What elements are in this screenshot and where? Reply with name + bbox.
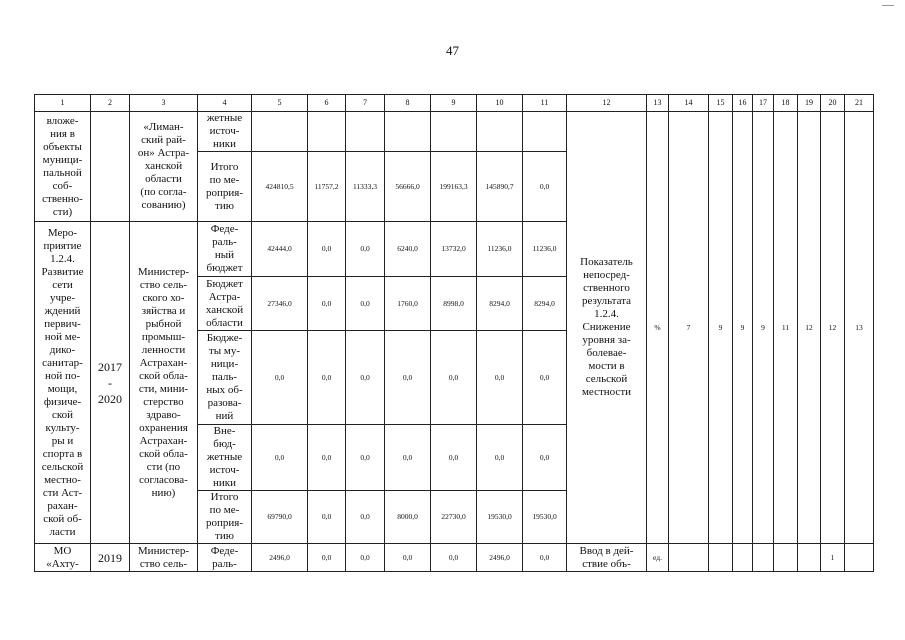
- value-cell: 2496,0: [252, 544, 308, 572]
- column-number-header: 1: [35, 95, 91, 112]
- value-cell: 199163,3: [431, 152, 477, 222]
- column-number-header: 6: [308, 95, 346, 112]
- target-cell: 9: [733, 112, 753, 544]
- value-cell: 0,0: [308, 331, 346, 425]
- column-number-header: 8: [385, 95, 431, 112]
- funding-source-cell: жетные источ- ники: [198, 112, 252, 152]
- value-cell: 0,0: [477, 425, 523, 491]
- column-number-header: 18: [774, 95, 798, 112]
- value-cell: 22730,0: [431, 491, 477, 544]
- funding-source-cell: Вне- бюд- жетные источ- ники: [198, 425, 252, 491]
- value-cell: 0,0: [523, 331, 567, 425]
- target-cell: [774, 544, 798, 572]
- value-cell: 0,0: [385, 425, 431, 491]
- value-cell: 69790,0: [252, 491, 308, 544]
- column-number-header: 2: [91, 95, 130, 112]
- column-number-header: 13: [647, 95, 669, 112]
- target-cell: 1: [821, 544, 845, 572]
- executor-cell: Министер- ство сель- ского хо- зяйства и рыбной промыш- ленности Астрахан- ской обла- сти, мини- стерство здраво- охранения Астрахан- ской обла- сти (по согласова- нию): [130, 222, 198, 544]
- target-cell: [709, 544, 733, 572]
- target-cell: 11: [774, 112, 798, 544]
- column-number-header: 21: [845, 95, 874, 112]
- value-cell: 13732,0: [431, 222, 477, 277]
- value-cell: 11236,0: [477, 222, 523, 277]
- value-cell: 27346,0: [252, 277, 308, 331]
- value-cell: 11757,2: [308, 152, 346, 222]
- funding-source-cell: Итого по ме- роприя- тию: [198, 491, 252, 544]
- value-cell: 56666,0: [385, 152, 431, 222]
- value-cell: 8294,0: [523, 277, 567, 331]
- executor-cell: «Лиман- ский рай- он» Астра- ханской области (по согла- сованию): [130, 112, 198, 222]
- column-number-header: 5: [252, 95, 308, 112]
- corner-mark: [882, 5, 894, 6]
- program-table-wrapper: [34, 94, 874, 572]
- value-cell: 0,0: [523, 425, 567, 491]
- target-cell: 9: [753, 112, 774, 544]
- value-cell: 0,0: [477, 331, 523, 425]
- target-cell: 12: [821, 112, 845, 544]
- value-cell: 8294,0: [477, 277, 523, 331]
- value-cell: 424810,5: [252, 152, 308, 222]
- column-number-header: 15: [709, 95, 733, 112]
- funding-source-cell: Феде- раль-: [198, 544, 252, 572]
- years-cell: [91, 112, 130, 222]
- value-cell: 0,0: [431, 331, 477, 425]
- funding-source-cell: Итого по ме- роприя- тию: [198, 152, 252, 222]
- value-cell: 0,0: [308, 491, 346, 544]
- target-cell: 13: [845, 112, 874, 544]
- value-cell: 0,0: [523, 544, 567, 572]
- target-cell: [669, 544, 709, 572]
- value-cell: 19530,0: [523, 491, 567, 544]
- value-cell: 0,0: [308, 277, 346, 331]
- value-cell: 11333,3: [346, 152, 385, 222]
- target-cell: 7: [669, 112, 709, 544]
- program-table: [34, 94, 874, 572]
- target-cell: [845, 544, 874, 572]
- target-cell: [753, 544, 774, 572]
- executor-cell: Министер- ство сель-: [130, 544, 198, 572]
- page-number: 47: [446, 43, 459, 58]
- funding-source-cell: Бюджет Астра- ханской области: [198, 277, 252, 331]
- table-row: [35, 544, 874, 572]
- value-cell: 0,0: [308, 544, 346, 572]
- value-cell: 2496,0: [477, 544, 523, 572]
- value-cell: 0,0: [346, 277, 385, 331]
- value-cell: 8998,0: [431, 277, 477, 331]
- value-cell: 145890,7: [477, 152, 523, 222]
- target-cell: [798, 544, 821, 572]
- column-number-header: 16: [733, 95, 753, 112]
- measure-name-cell: Меро- приятие 1.2.4. Развитие сети учре- ждений первич- ной ме- дико- санитар- ной по- мощи, физиче- ской культу- ры и спорта в сельской местно- сти Аст- рахан- ской об- ласти: [35, 222, 91, 544]
- years-cell: 2017 - 2020: [91, 222, 130, 544]
- value-cell: 0,0: [346, 491, 385, 544]
- unit-cell: %: [647, 112, 669, 544]
- indicator-cell: Показатель непосред- ственного результата 1.2.4. Снижение уровня за- болевае- мости в сельской местности: [567, 112, 647, 544]
- target-cell: 9: [709, 112, 733, 544]
- value-cell: 19530,0: [477, 491, 523, 544]
- value-cell: 0,0: [308, 222, 346, 277]
- value-cell: 8000,0: [385, 491, 431, 544]
- value-cell: 0,0: [431, 544, 477, 572]
- column-number-header: 4: [198, 95, 252, 112]
- value-cell: 0,0: [431, 425, 477, 491]
- column-number-header: 20: [821, 95, 845, 112]
- column-number-header: 14: [669, 95, 709, 112]
- column-number-header: 17: [753, 95, 774, 112]
- column-number-header: 12: [567, 95, 647, 112]
- column-number-header: 7: [346, 95, 385, 112]
- value-cell: 0,0: [346, 222, 385, 277]
- value-cell: 0,0: [385, 331, 431, 425]
- value-cell: 6240,0: [385, 222, 431, 277]
- target-cell: 12: [798, 112, 821, 544]
- value-cell: 0,0: [385, 544, 431, 572]
- value-cell: 0,0: [523, 152, 567, 222]
- measure-name-cell: МО «Ахту-: [35, 544, 91, 572]
- value-cell: 11236,0: [523, 222, 567, 277]
- value-cell: 0,0: [308, 425, 346, 491]
- column-number-header: 11: [523, 95, 567, 112]
- funding-source-cell: Феде- раль- ный бюджет: [198, 222, 252, 277]
- value-cell: 0,0: [252, 331, 308, 425]
- target-cell: [733, 544, 753, 572]
- value-cell: 0,0: [346, 425, 385, 491]
- column-number-header: 9: [431, 95, 477, 112]
- column-number-header: 10: [477, 95, 523, 112]
- column-number-header: 3: [130, 95, 198, 112]
- years-cell: 2019: [91, 544, 130, 572]
- header-row: [35, 95, 874, 112]
- value-cell: 42444,0: [252, 222, 308, 277]
- value-cell: 1760,0: [385, 277, 431, 331]
- measure-name-cell: вложе- ния в объекты муници- пальной соб- ственно- сти): [35, 112, 91, 222]
- value-cell: 0,0: [252, 425, 308, 491]
- value-cell: 0,0: [346, 544, 385, 572]
- value-cell: 0,0: [346, 331, 385, 425]
- column-number-header: 19: [798, 95, 821, 112]
- indicator-cell: Ввод в дей- ствие объ-: [567, 544, 647, 572]
- table-row: [35, 112, 874, 152]
- funding-source-cell: Бюдже- ты му- ници- паль- ных об- разова- ний: [198, 331, 252, 425]
- unit-cell: ед.: [647, 544, 669, 572]
